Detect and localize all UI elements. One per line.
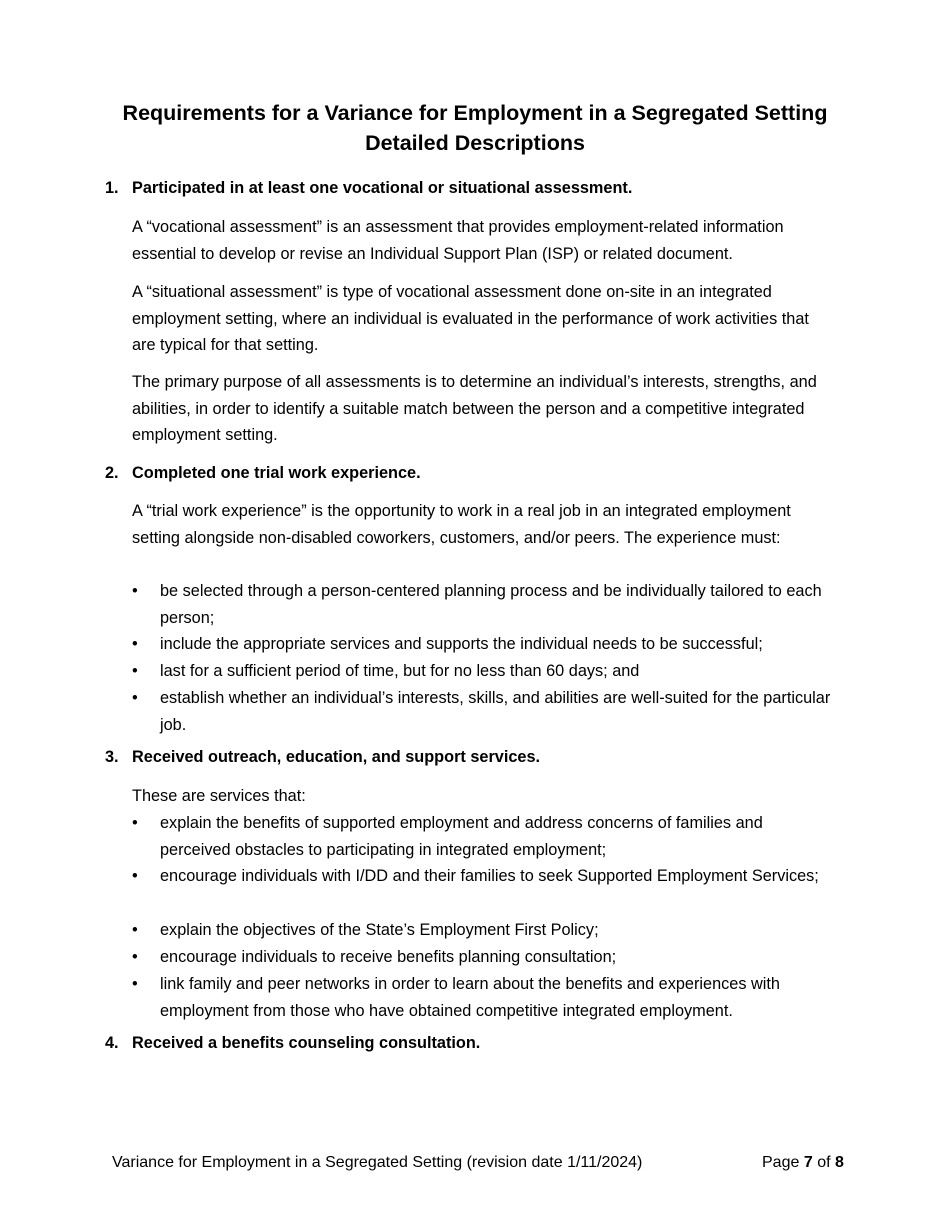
bullet-icon: • — [132, 635, 138, 653]
list-item-text: establish whether an individual’s interests, skills, and abilities are well-suited for the particular job. — [160, 689, 831, 734]
list-item — [132, 658, 832, 685]
section-heading-text: Completed one trial work experience. — [132, 464, 421, 482]
bullet-icon: • — [132, 867, 138, 885]
list-item-text: link family and peer networks in order to learn about the benefits and experiences with employment from those who have obtained competitive integrated employment. — [160, 975, 780, 1020]
list-item-text: include the appropriate services and supports the individual needs to be successful; — [160, 635, 763, 653]
section-3-heading — [105, 744, 845, 771]
bullet-icon: • — [132, 948, 138, 966]
section-2-intro: A “trial work experience” is the opportunity to work in a real job in an integrated employment setting alongside non-disabled coworkers, customers, and/or peers. The experience must: — [132, 502, 791, 547]
list-item — [132, 631, 832, 658]
bullet-icon: • — [132, 975, 138, 993]
page-prefix: Page — [762, 1154, 800, 1171]
section-number: 4. — [105, 1034, 119, 1052]
list-item — [132, 578, 832, 631]
bullet-icon: • — [132, 662, 138, 680]
section-number: 1. — [105, 179, 119, 197]
list-item-text: last for a sufficient period of time, but for no less than 60 days; and — [160, 662, 640, 680]
section-heading-text: Received outreach, education, and support services. — [132, 748, 541, 766]
section-heading-text: Received a benefits counseling consultation. — [132, 1034, 481, 1052]
section-number: 3. — [105, 748, 119, 766]
footer-page-number — [762, 1152, 844, 1174]
section-1-paragraph-1: A “vocational assessment” is an assessment that provides employment-related information essential to develop or revise an Individual Support Plan (ISP) or related document. — [132, 218, 784, 263]
bullet-icon: • — [132, 921, 138, 939]
list-item — [132, 917, 832, 944]
section-1-heading — [105, 175, 845, 202]
list-item — [132, 863, 832, 890]
page-total: 8 — [834, 1154, 844, 1171]
bullet-icon: • — [132, 814, 138, 832]
section-4-heading — [105, 1030, 845, 1057]
list-item-text: encourage individuals with I/DD and their families to seek Supported Employment Services; — [160, 867, 819, 885]
page-title — [100, 98, 850, 158]
section-3-intro: These are services that: — [132, 787, 306, 805]
page-of: of — [817, 1154, 831, 1171]
list-item — [132, 971, 832, 1024]
bullet-icon: • — [132, 582, 138, 600]
list-item — [132, 685, 832, 738]
list-item — [132, 810, 832, 863]
title-line-2: Detailed Descriptions — [365, 131, 585, 155]
list-item-text: encourage individuals to receive benefits planning consultation; — [160, 948, 617, 966]
title-line-1: Requirements for a Variance for Employment in a Segregated Setting — [122, 101, 828, 125]
section-heading-text: Participated in at least one vocational or situational assessment. — [132, 179, 633, 197]
section-number: 2. — [105, 464, 119, 482]
section-2-heading — [105, 460, 845, 487]
list-item-text: be selected through a person-centered planning process and be individually tailored to each person; — [160, 582, 822, 627]
list-item-text: explain the benefits of supported employment and address concerns of families and perceived obstacles to participating in integrated employment; — [160, 814, 763, 859]
page-current: 7 — [803, 1154, 813, 1171]
bullet-icon: • — [132, 689, 138, 707]
list-item — [132, 944, 832, 971]
footer-document-label: Variance for Employment in a Segregated Setting (revision date 1/11/2024) — [112, 1154, 643, 1171]
list-item-text: explain the objectives of the State’s Employment First Policy; — [160, 921, 599, 939]
section-1-paragraph-2: A “situational assessment” is type of vocational assessment done on-site in an integrated employment setting, where an individual is evaluated in the performance of work activities that are typical for that setting. — [132, 283, 809, 354]
section-1-paragraph-3: The primary purpose of all assessments is to determine an individual’s interests, strengths, and abilities, in order to identify a suitable match between the person and a competitive integrated employment setting. — [132, 373, 817, 444]
